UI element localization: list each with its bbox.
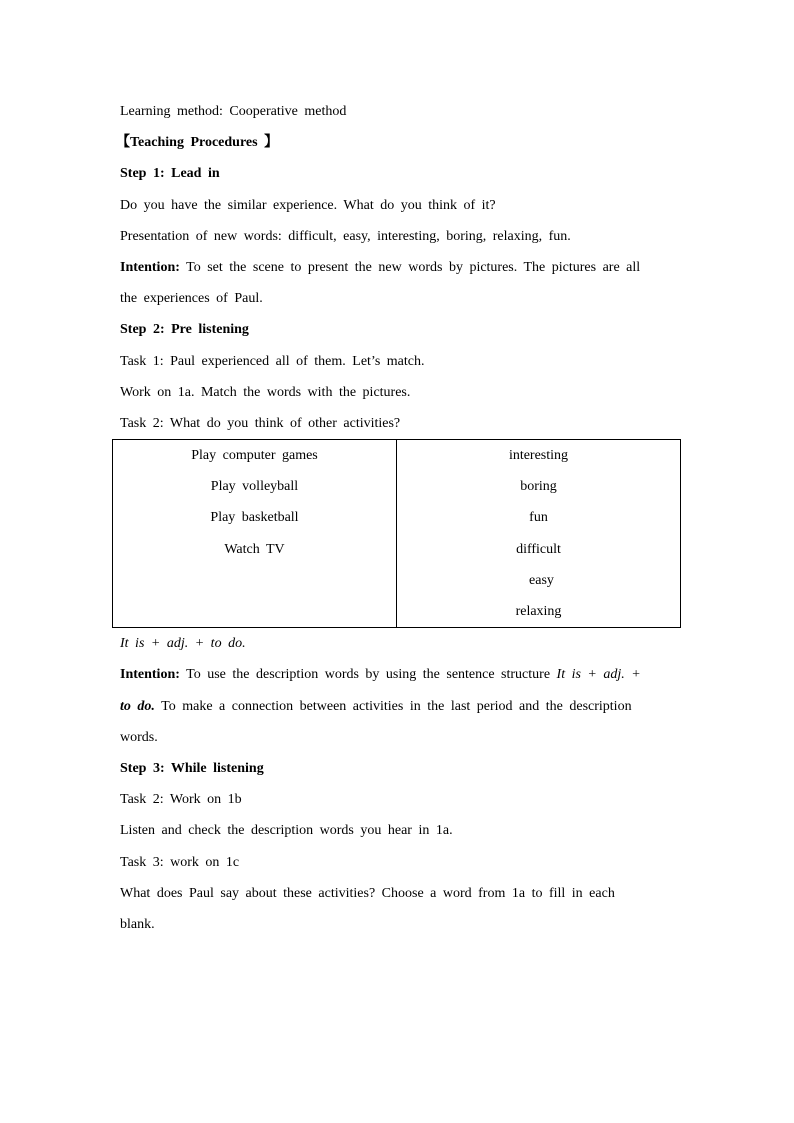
step3-task3: Task 3: work on 1c [120, 854, 240, 870]
descriptions-cell [397, 440, 681, 628]
list-item: Play computer games [191, 448, 318, 464]
step2-intention-cont [120, 691, 700, 722]
list-item: Watch TV [224, 541, 285, 557]
activities-table [112, 439, 681, 628]
step1-question: Do you have the similar experience. What do you think of it? [120, 197, 496, 213]
step1-heading: Step 1: Lead in [120, 166, 220, 182]
list-item: Play basketball [210, 510, 299, 526]
step3-question: What does Paul say about these activities? Choose a word from 1a to fill in each [120, 885, 615, 901]
step2-heading: Step 2: Pre listening [120, 322, 249, 338]
activities-cell [113, 440, 397, 628]
step2-task1: Task 1: Paul experienced all of them. Let’s match. [120, 353, 425, 369]
step3-heading: Step 3: While listening [120, 760, 264, 776]
step3-listen: Listen and check the description words you hear in 1a. [120, 823, 453, 839]
learning-method: Learning method: Cooperative method [120, 104, 347, 119]
list-item: Play volleyball [210, 479, 299, 495]
intention-text: To use the description words by using the sentence structure [186, 667, 551, 683]
procedures-heading: 【Teaching Procedures 】 [116, 135, 279, 151]
step3-question-cont: blank. [120, 916, 155, 932]
list-item: relaxing [515, 604, 562, 619]
sentence-structure: It is + adj. + to do. [120, 636, 246, 652]
step2-task2: Task 2: What do you think of other activities? [120, 415, 401, 431]
step2-work-on: Work on 1a. Match the words with the pictures. [120, 384, 411, 400]
step3-task2: Task 2: Work on 1b [120, 792, 242, 808]
list-item: difficult [516, 541, 561, 557]
step1-presentation: Presentation of new words: difficult, easy, interesting, boring, relaxing, fun. [120, 228, 571, 244]
intention-structure-end: to do. [120, 698, 155, 714]
intention-text: To set the scene to present the new words by pictures. The pictures are all [186, 259, 641, 275]
step1-intention [120, 252, 700, 283]
intention-label: Intention: [120, 259, 180, 275]
step2-intention [120, 659, 700, 690]
step2-intention-end: words. [120, 729, 158, 745]
table-row [113, 440, 681, 628]
document-page [116, 96, 700, 940]
list-item: fun [529, 510, 548, 526]
list-item: easy [529, 572, 554, 588]
intention-text: To make a connection between activities in the last period and the description [161, 698, 632, 714]
intention-label: Intention: [120, 667, 180, 683]
step1-intention-cont: the experiences of Paul. [120, 291, 263, 307]
list-item: boring [520, 479, 557, 495]
list-item: interesting [508, 448, 569, 464]
intention-structure: It is + adj. + [556, 667, 641, 683]
